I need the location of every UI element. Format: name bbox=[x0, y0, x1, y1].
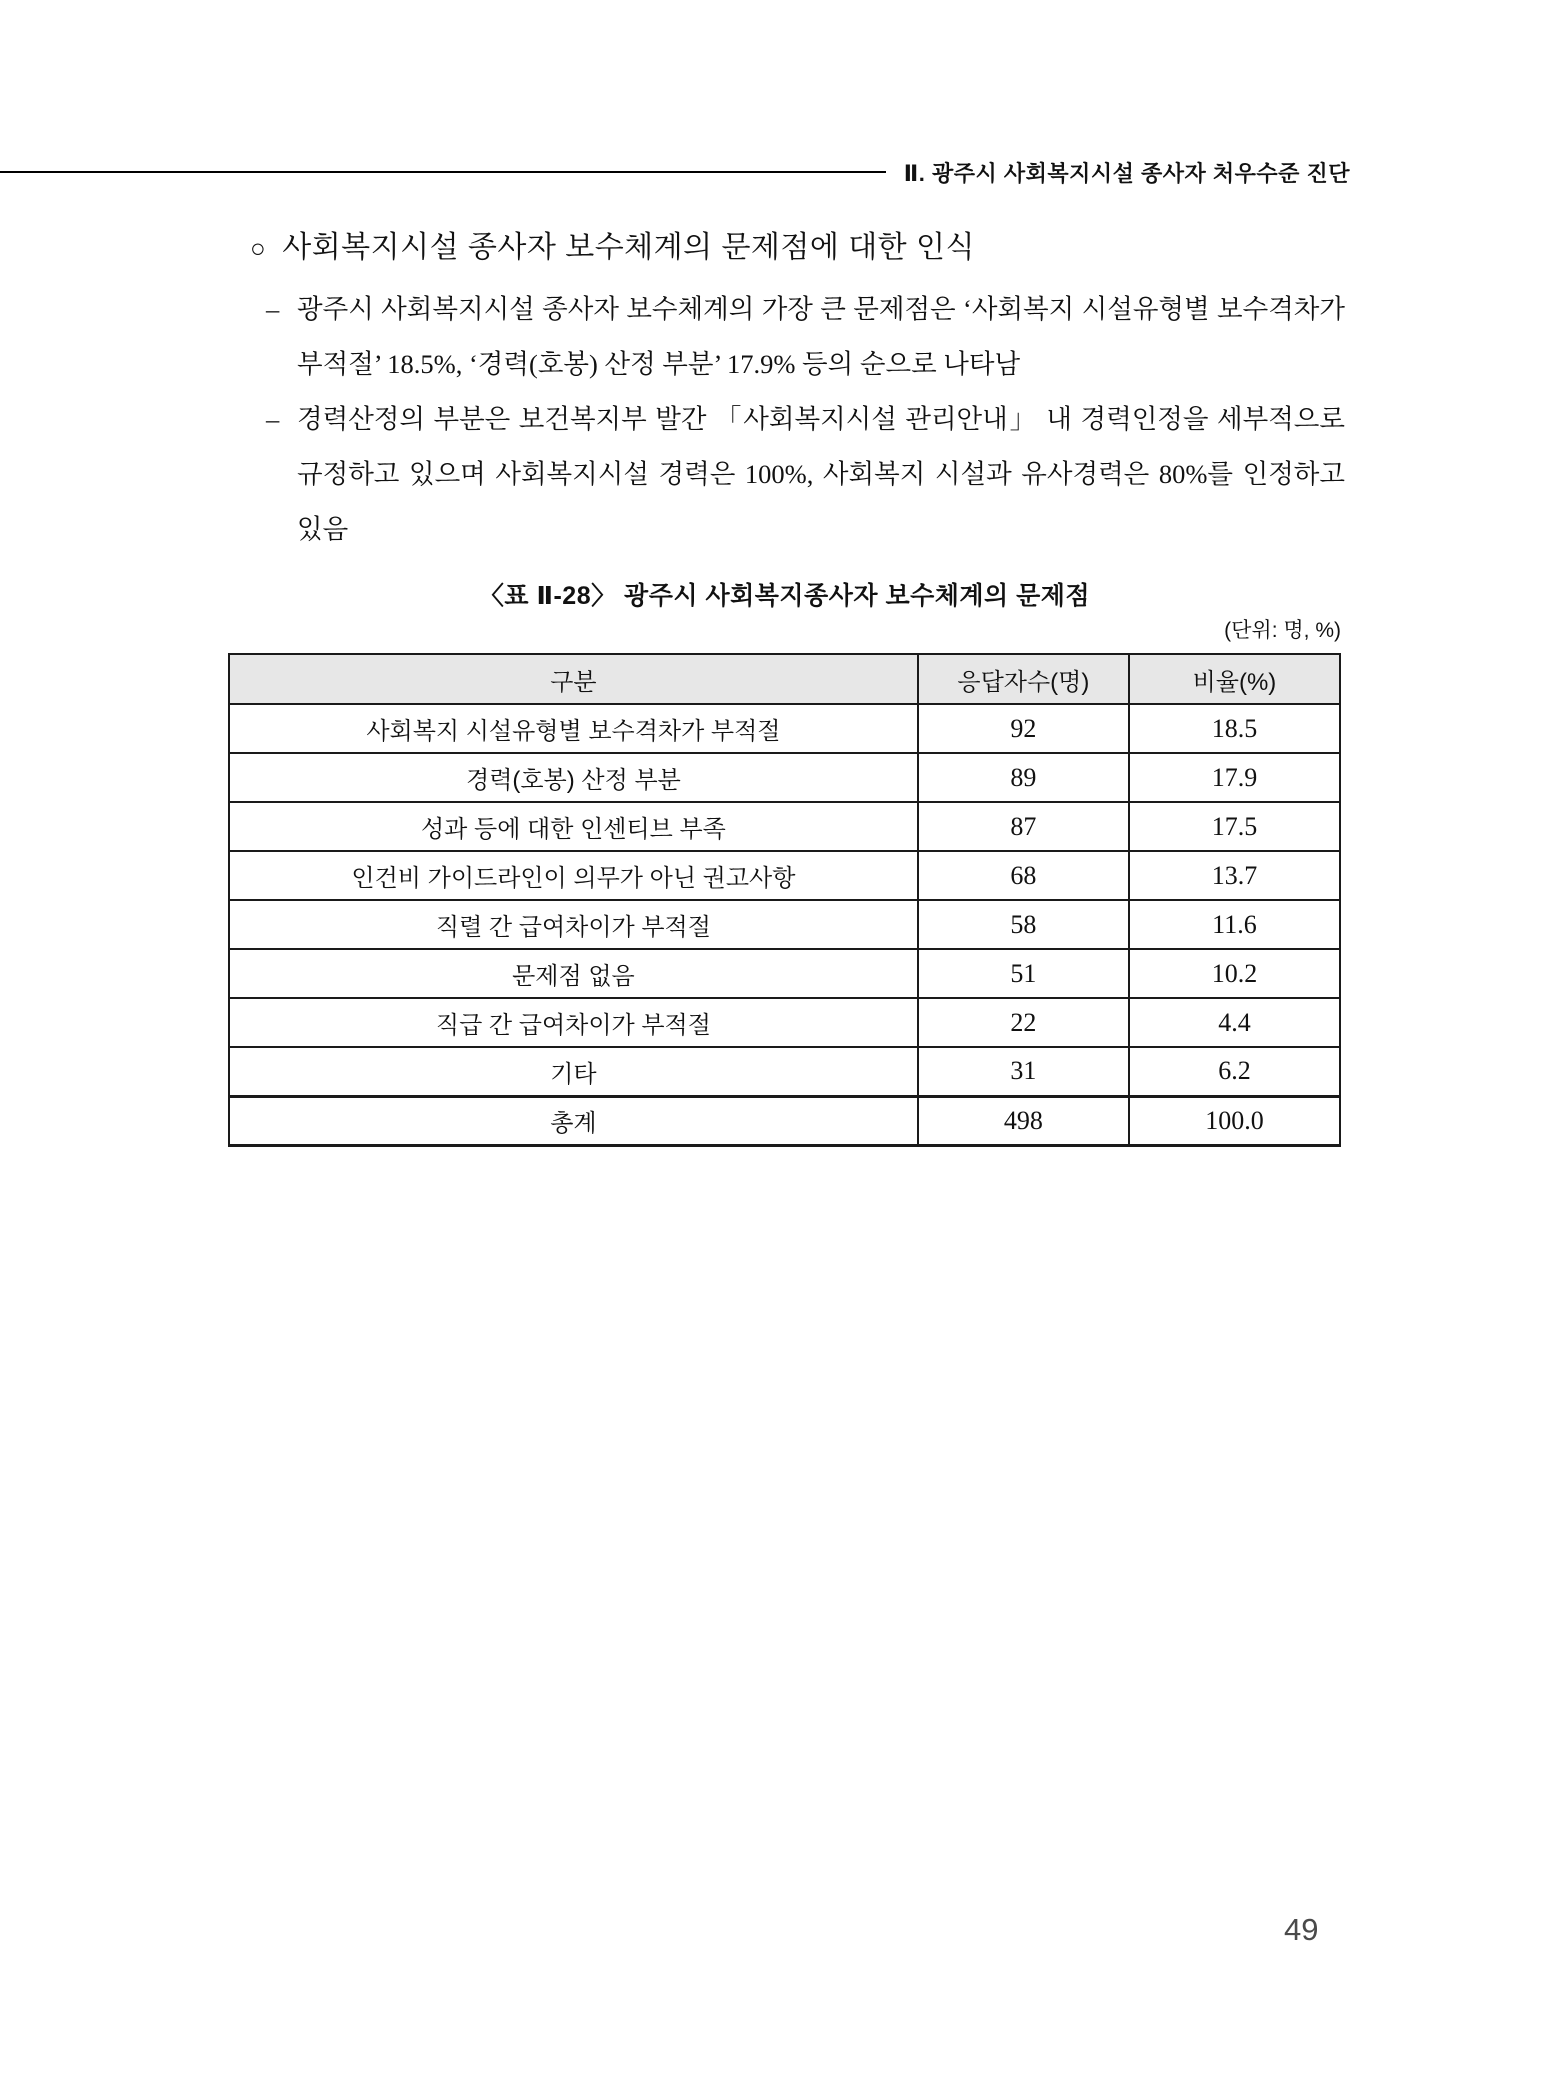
row-value: 92 bbox=[918, 704, 1129, 753]
bullet-text: 경력산정의 부분은 보건복지부 발간 「사회복지시설 관리안내」 내 경력인정을 세부적으로 규정하고 있으며 사회복지시설 경력은 100%, 사회복지 시설과 유사경력은 80%를 인정하고 있음 bbox=[297, 404, 1345, 544]
running-header bbox=[0, 156, 1350, 188]
row-label: 경력(호봉) 산정 부분 bbox=[229, 753, 918, 802]
circle-bullet-icon: ○ bbox=[250, 233, 267, 263]
table-row bbox=[229, 1096, 1340, 1145]
body-section bbox=[0, 228, 1544, 557]
row-label: 사회복지 시설유형별 보수격차가 부적절 bbox=[229, 704, 918, 753]
dash-bullet-icon: – bbox=[266, 404, 280, 434]
row-value: 58 bbox=[918, 900, 1129, 949]
table-row bbox=[229, 753, 1340, 802]
bullet-item bbox=[266, 282, 1345, 392]
table-row bbox=[229, 1047, 1340, 1096]
table-header-row bbox=[229, 654, 1340, 704]
row-value: 18.5 bbox=[1129, 704, 1340, 753]
page-number: 49 bbox=[1284, 1912, 1319, 1947]
row-value: 100.0 bbox=[1129, 1096, 1340, 1145]
col-header-respondents: 응답자수(명) bbox=[918, 654, 1129, 704]
header-rule bbox=[0, 171, 886, 173]
col-header-category: 구분 bbox=[229, 654, 918, 704]
table-container bbox=[228, 614, 1341, 1147]
row-value: 11.6 bbox=[1129, 900, 1340, 949]
row-value: 17.9 bbox=[1129, 753, 1340, 802]
row-value: 6.2 bbox=[1129, 1047, 1340, 1096]
row-label: 기타 bbox=[229, 1047, 918, 1096]
table-caption: 〈표 Ⅱ-28〉 광주시 사회복지종사자 보수체계의 문제점 bbox=[478, 582, 1091, 610]
col-header-ratio: 비율(%) bbox=[1129, 654, 1340, 704]
table-row bbox=[229, 704, 1340, 753]
row-value: 89 bbox=[918, 753, 1129, 802]
bullet-item bbox=[266, 392, 1345, 557]
row-label: 성과 등에 대한 인센티브 부족 bbox=[229, 802, 918, 851]
row-label: 직렬 간 급여차이가 부적절 bbox=[229, 900, 918, 949]
row-label: 문제점 없음 bbox=[229, 949, 918, 998]
row-value: 22 bbox=[918, 998, 1129, 1047]
row-value: 51 bbox=[918, 949, 1129, 998]
unit-note: (단위: 명, %) bbox=[1224, 619, 1341, 642]
section-heading-text: 사회복지시설 종사자 보수체계의 문제점에 대한 인식 bbox=[282, 231, 975, 264]
table-row bbox=[229, 998, 1340, 1047]
bullet-text: 광주시 사회복지시설 종사자 보수체계의 가장 큰 문제점은 ‘사회복지 시설유형별 보수격차가 부적절’ 18.5%, ‘경력(호봉) 산정 부분’ 17.9% 등의 순으로 나타남 bbox=[297, 294, 1345, 379]
table-row bbox=[229, 900, 1340, 949]
row-value: 68 bbox=[918, 851, 1129, 900]
table-row bbox=[229, 851, 1340, 900]
row-label: 총계 bbox=[229, 1096, 918, 1145]
row-value: 31 bbox=[918, 1047, 1129, 1096]
survey-table bbox=[228, 653, 1341, 1147]
table-body bbox=[229, 704, 1340, 1145]
row-value: 17.5 bbox=[1129, 802, 1340, 851]
section-heading bbox=[250, 228, 1348, 268]
bullet-list bbox=[266, 282, 1345, 557]
row-value: 87 bbox=[918, 802, 1129, 851]
row-label: 직급 간 급여차이가 부적절 bbox=[229, 998, 918, 1047]
dash-bullet-icon: – bbox=[266, 294, 280, 324]
table-row bbox=[229, 802, 1340, 851]
table-row bbox=[229, 949, 1340, 998]
row-value: 13.7 bbox=[1129, 851, 1340, 900]
row-value: 4.4 bbox=[1129, 998, 1340, 1047]
row-value: 10.2 bbox=[1129, 949, 1340, 998]
row-label: 인건비 가이드라인이 의무가 아닌 권고사항 bbox=[229, 851, 918, 900]
running-header-title: Ⅱ. 광주시 사회복지시설 종사자 처우수준 진단 bbox=[903, 160, 1350, 186]
row-value: 498 bbox=[918, 1096, 1129, 1145]
